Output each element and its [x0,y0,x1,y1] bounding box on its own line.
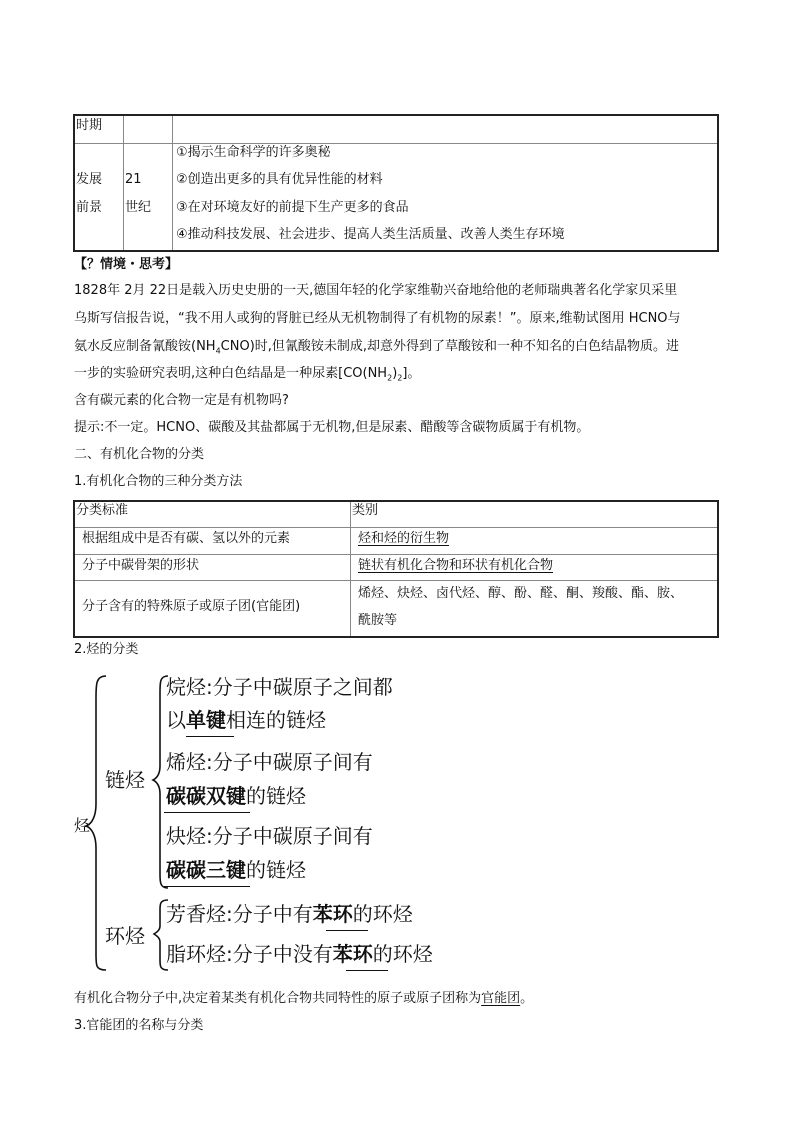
answer-underline [164,812,250,813]
alkene-line: 烯烃:分子中碳原子间有 [166,750,373,774]
prospect-item: ①揭示生命科学的许多奥秘 [176,145,331,160]
question: 含有碳元素的化合物一定是有机物吗? [74,393,289,408]
ring-label: 环烃 [105,924,145,948]
table-divider [75,580,717,581]
row-label-prospect: 前景 [76,200,103,215]
chain-label: 链烃 [105,768,145,792]
hint: 提示:不一定。HCNO、碳酸及其盐都属于无机物,但是尿素、醋酸等含碳物质属于有机物。 [74,420,590,435]
story-text: 氨水反应制备氰酸铵(NH [74,339,216,354]
century-number: 21 [125,172,142,187]
keyword: 碳碳三键 [166,858,246,882]
subsection-heading: 1.有机化合物的三种分类方法 [74,474,243,489]
story-text: ]。 [402,366,421,381]
definition [74,992,533,1005]
answer-underline [164,886,250,887]
alkyne-line: 炔烃:分子中碳原子间有 [166,824,373,848]
alkane-line: 烷烃:分子中碳原子之间都 [166,675,393,699]
definition-text: 。 [520,991,534,1006]
table-divider [172,116,173,250]
text: 芳香烃:分子中有 [166,902,313,926]
text: 的环烃 [372,942,433,966]
alkyne-line [166,860,306,880]
table-cell: 酰胺等 [358,613,398,628]
text: 的链烃 [246,858,306,882]
story-line [74,367,420,383]
story-line: 乌斯写信报告说，“我不用人或狗的肾脏已经从无机物制得了有机物的尿素！”。原来,维勒试图用 HCNO与 [74,311,681,326]
subscript: 4 [215,346,221,356]
table-divider [123,116,124,250]
answer-underline [346,970,388,971]
row-label-development: 发展 [76,172,103,187]
story-text: CNO)时,但氰酸铵未制成,却意外得到了草酸铵和一种不知名的白色结晶物质。进 [220,339,680,354]
definition-answer: 官能团 [481,991,521,1006]
story-text: 一步的实验研究表明,这种白色结晶是一种尿素[CO(NH [74,366,388,381]
subsection-heading: 3.官能团的名称与分类 [74,1018,204,1033]
prospect-item: ②创造出更多的具有优异性能的材料 [176,172,383,187]
text: 的环烃 [352,902,413,926]
story-line: 1828年 2月 22日是载入历史史册的一天,德国年轻的化学家维勒兴奋地给他的老师瑞典著名化学家贝采里 [74,283,678,298]
alicyclic-line [166,944,433,964]
prospect-item: ③在对环境友好的前提下生产更多的食品 [176,200,409,215]
table-cell: 链状有机化合物和环状有机化合物 [358,558,554,573]
table-divider [350,502,351,636]
table-header: 类别 [352,503,379,518]
answer-underline [186,736,234,737]
aromatic-line [166,904,413,924]
table-cell: 烃和烃的衍生物 [358,531,450,546]
keyword: 单键 [186,708,226,732]
keyword: 苯环 [312,902,353,926]
text: 相连的链烃 [226,708,326,732]
text: 以 [166,708,186,732]
table-cell: 分子中碳骨架的形状 [82,558,200,573]
keyword: 碳碳双键 [166,784,246,808]
table-divider [75,143,717,144]
text: 脂环烃:分子中没有 [166,942,333,966]
section-tag: 【？情境・思考】 [74,257,179,272]
alkane-line [166,710,326,730]
root-label: 烃 [74,816,91,835]
story-text: ) [392,366,398,381]
definition-text: 有机化合物分子中,决定着某类有机化合物共同特性的原子或原子团称为 [74,991,482,1006]
subscript: 2 [397,373,403,383]
table-divider [75,554,717,555]
table-divider [75,527,717,528]
section-heading: 二、有机化合物的分类 [74,447,205,462]
table-cell: 烯烃、炔烃、卤代烃、醇、酚、醛、酮、羧酸、酯、胺、 [358,586,684,601]
alkene-line [166,786,306,806]
table-cell: 分子含有的特殊原子或原子团(官能团) [82,599,301,614]
keyword: 苯环 [332,942,373,966]
text: 的链烃 [246,784,306,808]
prospect-item: ④推动科技发展、社会进步、提高人类生活质量、改善人类生存环境 [176,227,565,242]
answer-underline [326,930,368,931]
period-label: 时期 [76,118,103,133]
century-label: 世纪 [125,200,152,215]
table-header: 分类标准 [76,503,129,518]
subscript: 2 [387,373,393,383]
table-cell: 根据组成中是否有碳、氢以外的元素 [82,531,291,546]
subsection-heading: 2.烃的分类 [74,642,139,657]
story-line [74,340,679,356]
